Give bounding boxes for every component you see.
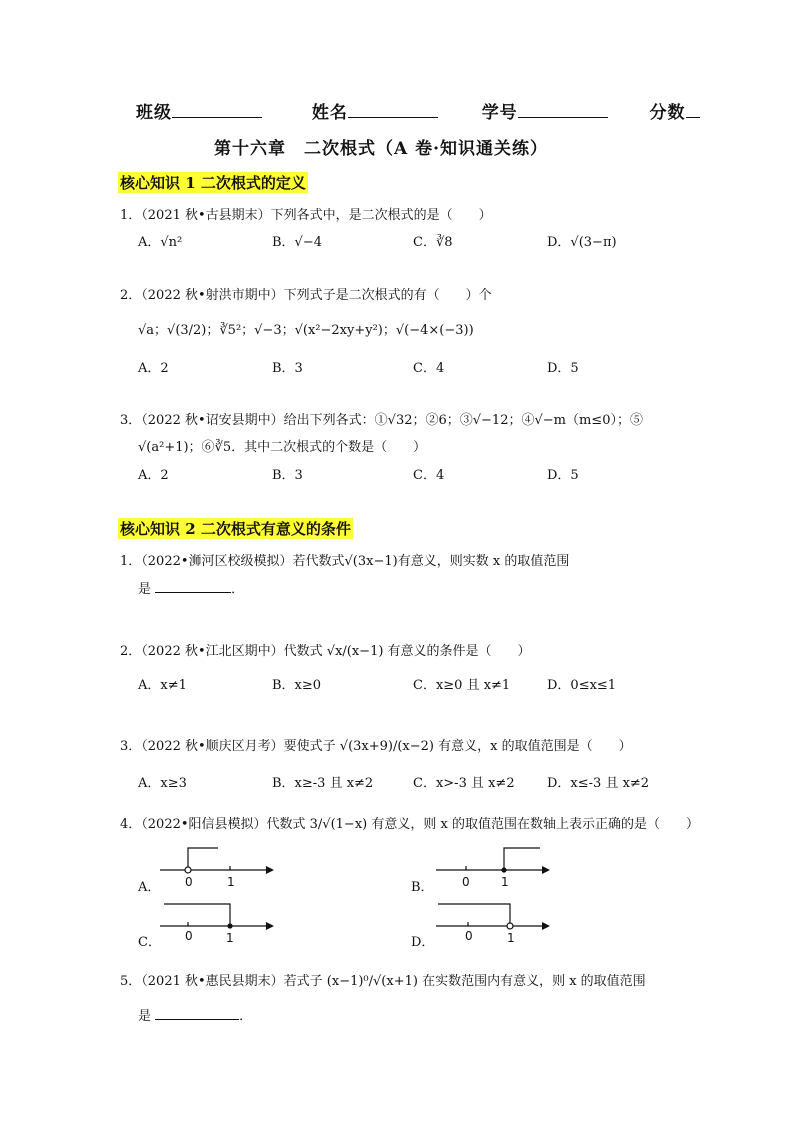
- q1-2-stem: 2．（2022 秋•射洪市期中）下列式子是二次根式的有（ ）个: [120, 288, 492, 303]
- q1-2-expressions: √a；√(3/2)；∛5²；√−3；√(x²−2xy+y²)；√(−4×(−3)): [138, 323, 474, 338]
- q1-3-option-c[interactable]: C．4: [413, 468, 445, 483]
- q1-3-stem-cont: √(a²+1)；⑥∛5．其中二次根式的个数是（ ）: [138, 440, 427, 455]
- q2-4-option-d[interactable]: D．: [411, 935, 435, 950]
- q1-2-option-b[interactable]: B．3: [272, 361, 303, 376]
- section-1-label: 核心知识 1 二次根式的定义: [120, 174, 306, 192]
- q1-3-option-b[interactable]: B．3: [272, 468, 303, 483]
- q1-2-option-d[interactable]: D．5: [547, 361, 579, 376]
- q2-5-answer-line: 是 ．: [138, 1009, 253, 1024]
- number-line-d: [436, 898, 556, 948]
- tick-1: 1: [501, 875, 509, 889]
- q1-1-stem: 1．（2021 秋•古县期末）下列各式中，是二次根式的是（ ）: [120, 208, 492, 223]
- tick-1: 1: [226, 931, 234, 945]
- tick-0: 0: [465, 929, 473, 943]
- q2-4-stem: 4．（2022•阳信县模拟）代数式 3/√(1−x) 有意义，则 x 的取值范围在数轴上表示正确的是（ ）: [120, 817, 699, 832]
- q2-1-answer-blank[interactable]: [155, 580, 231, 593]
- q1-3-option-a[interactable]: A．2: [138, 468, 169, 483]
- section-2-label: 核心知识 2 二次根式有意义的条件: [120, 520, 351, 538]
- name-label: 姓名: [311, 103, 348, 123]
- q2-2-option-c[interactable]: C．x≥0 且 x≠1: [413, 678, 511, 693]
- class-label: 班级: [136, 103, 172, 123]
- page-title: 第十六章 二次根式（A 卷·知识通关练）: [214, 139, 549, 159]
- number-line-a: [160, 842, 280, 892]
- q2-2-option-d[interactable]: D．0≤x≤1: [547, 678, 617, 693]
- q1-1-option-b[interactable]: B．√−4: [272, 235, 323, 250]
- q2-5-stem: 5．（2021 秋•惠民县期末）若式子 (x−1)⁰/√(x+1) 在实数范围内有意义，则 x 的取值范围: [120, 974, 646, 989]
- q2-1-answer-line: 是 ．: [138, 582, 245, 597]
- q2-2-option-b[interactable]: B．x≥0: [272, 678, 322, 693]
- tick-1: 1: [227, 875, 235, 889]
- q2-4-option-a[interactable]: A．: [138, 880, 161, 895]
- q2-1-stem-cont: 是: [138, 582, 152, 597]
- q2-5-answer-blank[interactable]: [155, 1007, 239, 1020]
- q2-3-option-a[interactable]: A．x≥3: [138, 776, 187, 791]
- score-label: 分数: [649, 103, 686, 123]
- tick-0: 0: [185, 929, 193, 943]
- q2-5-stem-cont: 是: [138, 1009, 152, 1024]
- q2-3-option-c[interactable]: C．x>-3 且 x≠2: [413, 776, 515, 791]
- q1-2-option-a[interactable]: A．2: [138, 361, 169, 376]
- q2-3-stem: 3．（2022 秋•顺庆区月考）要使式子 √(3x+9)/(x−2) 有意义，x 的取值范围是（ ）: [120, 739, 632, 754]
- header-line: [136, 98, 700, 123]
- score-blank[interactable]: [686, 100, 700, 118]
- class-blank[interactable]: [172, 100, 262, 118]
- q1-1-option-a[interactable]: A．√n²: [138, 235, 183, 250]
- q1-1-option-c[interactable]: C．∛8: [413, 235, 453, 250]
- tick-1: 1: [507, 931, 515, 945]
- tick-0: 0: [185, 875, 193, 889]
- q2-3-option-b[interactable]: B．x≥-3 且 x≠2: [272, 776, 374, 791]
- tick-0: 0: [462, 875, 470, 889]
- q1-2-option-c[interactable]: C．4: [413, 361, 445, 376]
- q2-4-option-b[interactable]: B．: [411, 880, 434, 895]
- q2-2-stem: 2．（2022 秋•江北区期中）代数式 √x/(x−1) 有意义的条件是（ ）: [120, 644, 531, 659]
- q1-3-option-d[interactable]: D．5: [547, 468, 579, 483]
- id-label: 学号: [481, 103, 518, 123]
- q1-3-stem: 3．（2022 秋•诏安县期中）给出下列各式：①√32；②6；③√−12；④√−m（m≤0）；⑤: [120, 413, 643, 428]
- number-line-b: [436, 842, 556, 892]
- id-blank[interactable]: [518, 100, 608, 118]
- q2-4-option-c[interactable]: C．: [138, 935, 161, 950]
- number-line-c: [160, 898, 280, 948]
- name-blank[interactable]: [348, 100, 438, 118]
- q2-1-stem: 1．（2022•浉河区校级模拟）若代数式√(3x−1)有意义，则实数 x 的取值范围: [120, 554, 570, 569]
- q2-2-option-a[interactable]: A．x≠1: [138, 678, 187, 693]
- q2-3-option-d[interactable]: D．x≤-3 且 x≠2: [547, 776, 650, 791]
- q1-1-option-d[interactable]: D．√(3−π): [547, 235, 617, 250]
